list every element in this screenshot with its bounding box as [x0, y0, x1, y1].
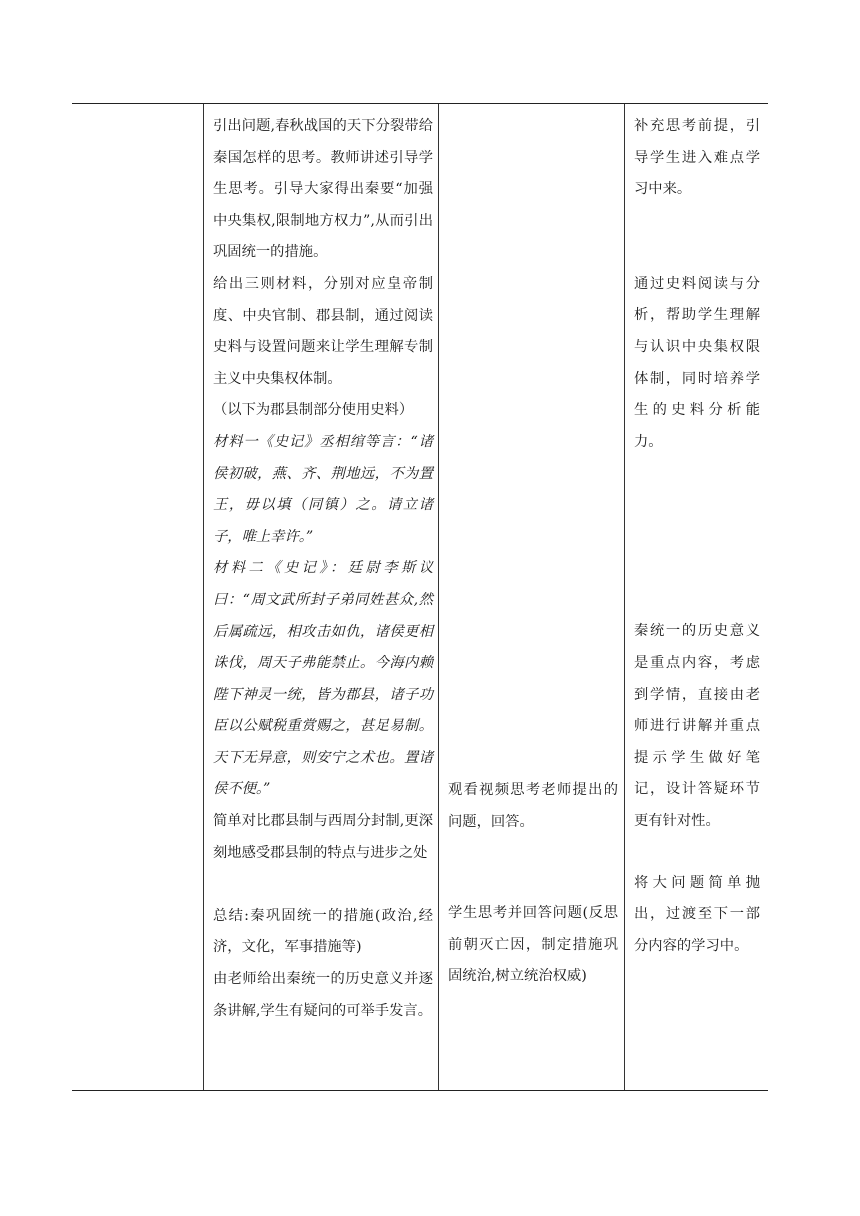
student-activity-text-2: 学生思考并回答问题(反思前朝灭亡因，制定措施巩固统治,树立统治权威) — [448, 905, 618, 985]
intent-text-1: 补充思考前提，引导学生进入难点学习中来。 — [634, 118, 760, 198]
activity-summary-text: 总结:秦巩固统一的措施(政治,经济，文化，军事措施等) — [213, 907, 433, 956]
student-activity-text-1: 观看视频思考老师提出的问题，回答。 — [448, 782, 618, 830]
column-divider — [203, 104, 204, 1090]
intent-text-2: 通过史料阅读与分析，帮助学生理解与认识中央集权限体制，同时培养学生的史料分析能力。 — [634, 275, 760, 450]
activity-intro-text: 引出问题,春秋战国的天下分裂带给秦国怎样的思考。教师讲述引导学生思考。引导大家得出秦要“加强中央集权,限制地方权力”,从而引出巩固统一的措施。 — [213, 118, 433, 261]
teacher-activity-cell — [213, 111, 433, 1027]
intent-text-4: 将大问题简单抛出，过渡至下一部分内容的学习中。 — [634, 874, 760, 954]
column-divider — [624, 104, 625, 1090]
student-activity-cell — [448, 775, 618, 993]
activity-significance-text: 由老师给出秦统一的历史意义并逐条讲解,学生有疑问的可举手发言。 — [213, 971, 433, 1019]
column-divider — [438, 104, 439, 1090]
activity-comparison-text: 简单对比郡县制与西周分封制,更深刻地感受郡县制的特点与进步之处 — [213, 813, 433, 861]
source-material-two: 材料二《史记》：廷尉李斯议曰：“周文武所封子弟同姓甚众,然后属疏远，相攻击如仇，诸侯更相诛伐，周天子弗能禁止。今海内赖陛下神灵一统，皆为郡县，诸子功臣以公赋税重赏赐之，甚足易制。天下无异意，则安宁之术也。置诸侯不便。” — [213, 560, 433, 798]
activity-materials-text: 给出三则材料，分别对应皇帝制度、中央官制、郡县制，通过阅读史料与设置问题来让学生理解专制主义中央集权体制。 — [213, 275, 433, 387]
intent-text-3: 秦统一的历史意义是重点内容，考虑到学情，直接由老师进行讲解并重点提示学生做好笔记，设计答疑环节更有针对性。 — [634, 623, 760, 829]
lesson-plan-table — [72, 103, 768, 1091]
design-intent-cell — [634, 111, 760, 962]
activity-note-text: （以下为郡县制部分使用史料） — [213, 402, 414, 419]
source-material-one: 材料一《史记》丞相绾等言：“诸侯初破，燕、齐、荆地远，不为置王，毋以填（同镇）之。请立诸子，唯上幸许。” — [213, 433, 433, 545]
